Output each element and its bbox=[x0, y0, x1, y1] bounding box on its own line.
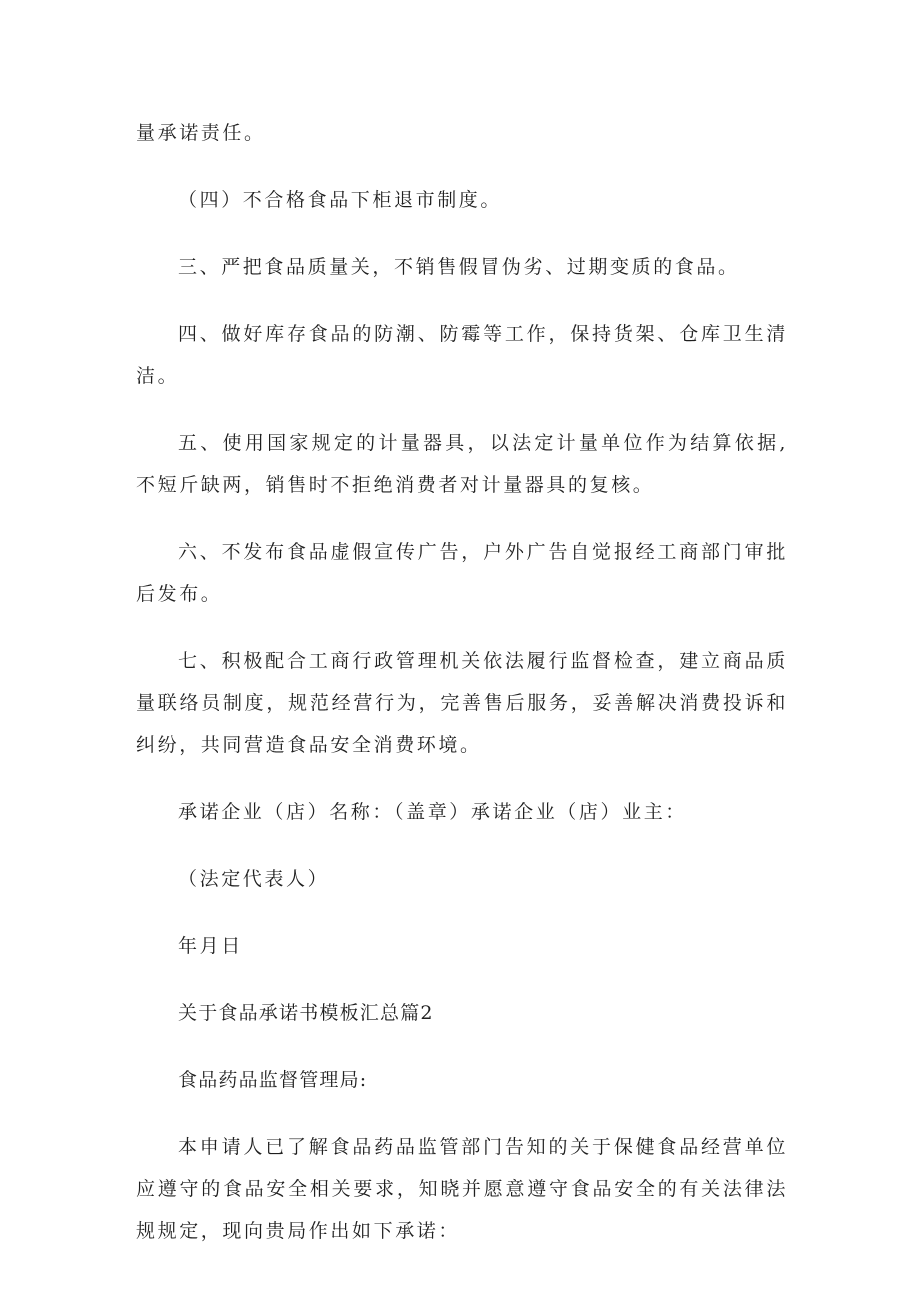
paragraph-continuation: 量承诺责任。 bbox=[136, 122, 266, 144]
paragraph-item-4: （四）不合格食品下柜退市制度。 bbox=[178, 189, 503, 211]
addressee-line: 食品药品监督管理局: bbox=[178, 1069, 368, 1091]
paragraph-item-six: 六、不发布食品虚假宣传广告，户外广告自觉报经工商部门审批后发布。 bbox=[136, 541, 788, 605]
signature-line-date: 年月日 bbox=[178, 935, 243, 957]
paragraph-intro: 本申请人已了解食品药品监管部门告知的关于保健食品经营单位应遵守的食品安全相关要求，知晓并愿意遵守食品安全的有关法律法规规定，现向贵局作出如下承诺： bbox=[136, 1136, 788, 1242]
paragraph-item-three: 三、严把食品质量关，不销售假冒伪劣、过期变质的食品。 bbox=[178, 256, 740, 278]
paragraph-item-five: 五、使用国家规定的计量器具，以法定计量单位作为结算依据,不短斤缺两，销售时不拒绝消费者对计量器具的复核。 bbox=[136, 432, 788, 496]
paragraph-item-four: 四、做好库存食品的防潮、防霉等工作，保持货架、仓库卫生清洁。 bbox=[136, 323, 788, 387]
signature-line-name: 承诺企业（店）名称：（盖章）承诺企业（店）业主： bbox=[178, 801, 687, 823]
signature-line-representative: （法定代表人） bbox=[178, 868, 330, 890]
section-heading: 关于食品承诺书模板汇总篇2 bbox=[178, 1002, 434, 1024]
document-body bbox=[136, 112, 788, 1277]
paragraph-item-seven: 七、积极配合工商行政管理机关依法履行监督检查，建立商品质量联络员制度，规范经营行为，完善售后服务，妥善解决消费投诉和纠纷，共同营造食品安全消费环境。 bbox=[136, 650, 788, 756]
